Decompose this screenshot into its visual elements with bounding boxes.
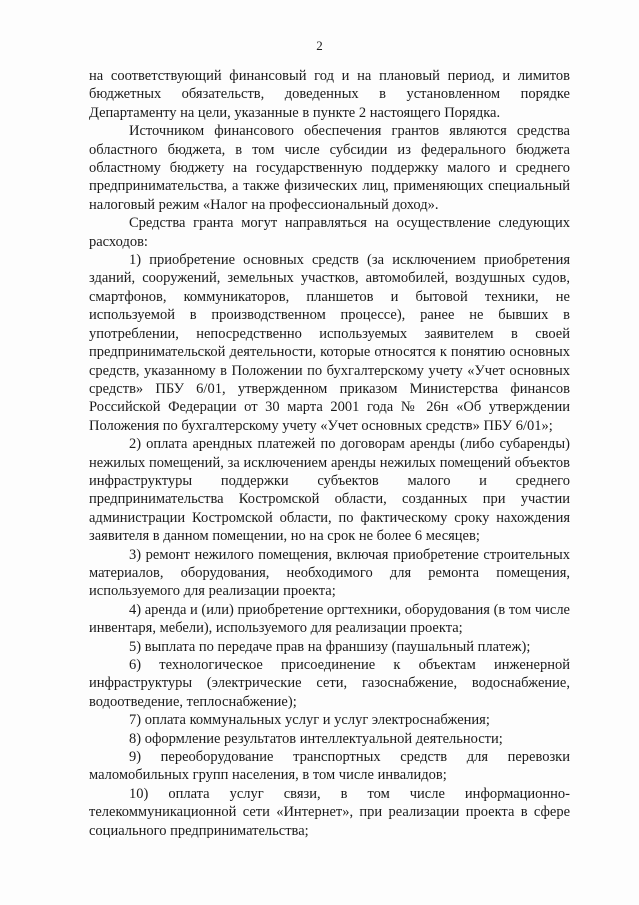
list-item-7: 7) оплата коммунальных услуг и услуг электроснабжения; — [129, 712, 490, 729]
list-item-8: 8) оформление результатов интеллектуальной деятельности; — [129, 730, 503, 747]
list-item-2: 2) оплата арендных платежей по договорам аренды (либо субаренды) нежилых помещений, за исключением аренды нежилых помещений объектов инфраструктуры поддержки субъектов малого и среднего предпринимательства Костромской области, созданных при участии администрации Костромской области, по фактическому сроку нахождения заявителя в данном помещении, но на срок не более 6 месяцев; — [89, 436, 570, 545]
list-item-6: 6) технологическое присоединение к объектам инженерной инфраструктуры (электрические сети, газоснабжение, водоснабжение, водоотведение, теплоснабжение); — [89, 657, 570, 710]
paragraph-funding-source: Источником финансового обеспечения грантов являются средства областного бюджета, в том числе субсидии из федерального бюджета областному бюджету на государственную поддержку малого и среднего предпринимательства, а также физических лиц, применяющих специальный налоговый режим «Налог на профессиональный доход». — [89, 123, 570, 213]
list-item-9: 9) переоборудование транспортных средств для перевозки маломобильных групп населения, в том числе инвалидов; — [89, 749, 570, 784]
list-item-10: 10) оплата услуг связи, в том числе информационно-телекоммуникационной сети «Интернет», при реализации проекта в сфере социального предпринимательства; — [89, 785, 570, 839]
list-item-1: 1) приобретение основных средств (за исключением приобретения зданий, сооружений, земельных участков, автомобилей, воздушных судов, смартфонов, коммуникаторов, планшетов и бытовой техники, не используемой в производственном процессе), ранее не бывших в употреблении, непосредственно используемых заявителем в своей предпринимательской деятельности, которые относятся к понятию основных средств, указанному в Положении по бухгалтерскому учету «Учет основных средств» ПБУ 6/01, утвержденном приказом Министерства финансов Российской Федерации от 30 марта 2001 года № 26н «Об утверждении Положения по бухгалтерскому учету «Учет основных средств» ПБУ 6/01»; — [89, 252, 570, 434]
list-item-4: 4) аренда и (или) приобретение оргтехники, оборудования (в том числе инвентаря, мебели), используемого для реализации проекта; — [89, 601, 570, 637]
list-item-3: 3) ремонт нежилого помещения, включая приобретение строительных материалов, оборудования, необходимого для ремонта помещения, используемого для реализации проекта; — [89, 546, 570, 600]
paragraph-expense-intro: Средства гранта могут направляться на осуществление следующих расходов: — [89, 215, 570, 250]
document-body — [89, 67, 570, 840]
page-number: 2 — [316, 38, 323, 53]
list-item-5: 5) выплата по передаче прав на франшизу (паушальный платеж); — [129, 638, 531, 655]
paragraph-continuation: на соответствующий финансовый год и на плановый период, и лимитов бюджетных обязательств, доведенных в установленном порядке Департаменту на цели, указанные в пункте 2 настоящего Порядка. — [89, 68, 570, 121]
